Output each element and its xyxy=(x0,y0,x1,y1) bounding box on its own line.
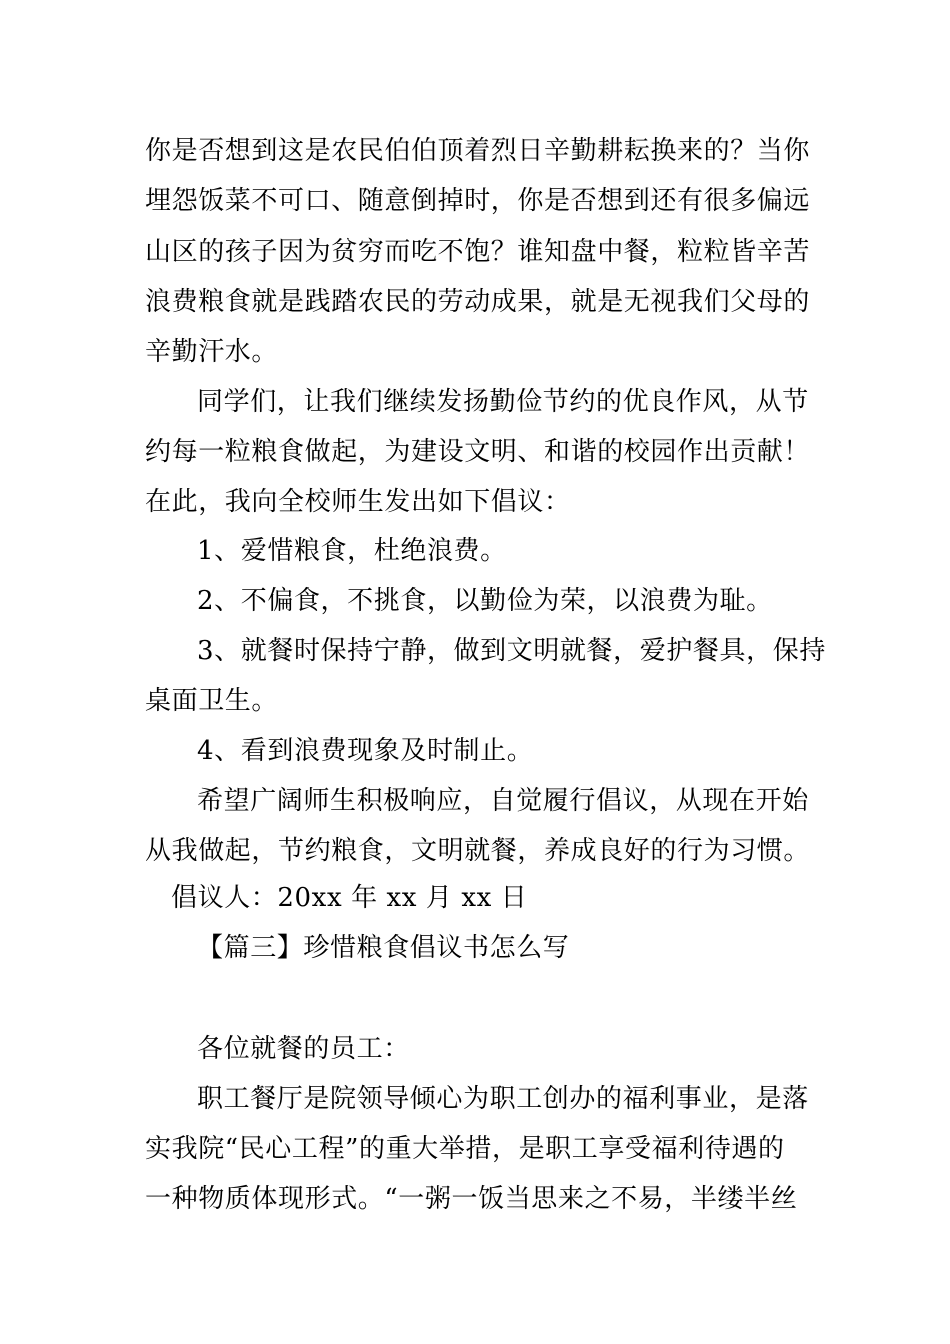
list-item: 2、不偏食，不挑食，以勤俭为荣，以浪费为耻。 xyxy=(197,586,773,616)
paragraph-line: 同学们，让我们继续发扬勤俭节约的优良作风，从节 xyxy=(197,387,809,417)
paragraph-line: 山区的孩子因为贫穷而吃不饱？谁知盘中餐，粒粒皆辛苦 xyxy=(145,237,811,267)
signature-line: 倡议人：20xx 年 xx 月 xx 日 xyxy=(171,883,528,913)
paragraph-line: 埋怨饭菜不可口、随意倒掉时，你是否想到还有很多偏远 xyxy=(145,186,811,216)
paragraph-line: 一种物质体现形式。“一粥一饭当思来之不易，半缕半丝 xyxy=(145,1184,798,1214)
paragraph-line: 职工餐厅是院领导倾心为职工创办的福利事业，是落 xyxy=(197,1084,809,1114)
list-item: 3、就餐时保持宁静，做到文明就餐，爱护餐具，保持 xyxy=(197,636,826,666)
paragraph-line: 从我做起，节约粮食，文明就餐，养成良好的行为习惯。 xyxy=(145,836,811,866)
salutation: 各位就餐的员工： xyxy=(197,1034,410,1064)
paragraph-line: 在此，我向全校师生发出如下倡议： xyxy=(145,487,571,517)
paragraph-line: 约每一粒粮食做起，为建设文明、和谐的校园作出贡献！ xyxy=(145,437,811,467)
list-item: 4、看到浪费现象及时制止。 xyxy=(197,736,534,766)
paragraph-line: 实我院“民心工程”的重大举措，是职工享受福利待遇的 xyxy=(145,1134,785,1164)
paragraph-line: 希望广阔师生积极响应，自觉履行倡议，从现在开始 xyxy=(197,786,809,816)
paragraph-line: 桌面卫生。 xyxy=(145,686,279,716)
paragraph-line: 浪费粮食就是践踏农民的劳动成果，就是无视我们父母的 xyxy=(145,287,811,317)
section-heading: 【篇三】珍惜粮食倡议书怎么写 xyxy=(197,933,570,963)
paragraph-line: 你是否想到这是农民伯伯顶着烈日辛勤耕耘换来的？当你 xyxy=(145,136,811,166)
paragraph-line: 辛勤汗水。 xyxy=(145,337,279,367)
list-item: 1、爱惜粮食，杜绝浪费。 xyxy=(197,536,507,566)
